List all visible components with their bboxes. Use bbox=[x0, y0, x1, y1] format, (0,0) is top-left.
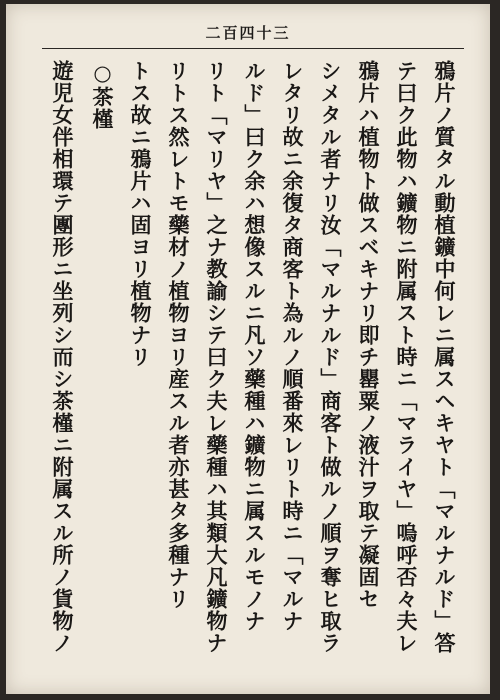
page-number-header: 二百四十三 bbox=[205, 24, 291, 42]
text-column-6: ルド」曰ク余ハ想像スルニ凡ソ藥種ハ鑛物ニ属スルモノナ bbox=[242, 60, 267, 632]
text-column-4: シメタル者ナリ汝「マルナルド」商客ト做ルノ順ヲ奪ヒ取ラ bbox=[318, 60, 343, 654]
text-column-3: 鴉片ハ植物ト做スベキナリ即チ罌粟ノ液汁ヲ取テ凝固セ bbox=[356, 60, 381, 610]
text-column-5: レタリ故ニ余復タ商客ト為ルノ順番來レリト時ニ「マルナ bbox=[280, 60, 305, 632]
text-column-11: 遊児女伴相環テ團形ニ坐列シ而シ茶槿ニ附属スル所ノ貨物ノ bbox=[50, 60, 75, 654]
header-rule bbox=[42, 48, 464, 49]
text-column-8: リトス然レトモ藥材ノ植物ヨリ産スル者亦甚タ多種ナリ bbox=[166, 60, 191, 610]
text-column-1: 鴉片ノ質タル動植鑛中何レニ属スヘキヤト「マルナルド」答 bbox=[432, 60, 457, 654]
text-column-7: リト「マリヤ」之ナ教諭シテ曰ク夫レ藥種ハ其類大凡鑛物ナ bbox=[204, 60, 229, 654]
text-column-9: トス故ニ鴉片ハ固ヨリ植物ナリ bbox=[128, 60, 153, 368]
section-heading: ○茶槿 bbox=[90, 60, 115, 130]
book-page bbox=[6, 4, 490, 694]
text-column-2: テ曰ク此物ハ鑛物ニ附属スト時ニ「マライヤ」嗚呼否々夫レ bbox=[394, 60, 419, 654]
